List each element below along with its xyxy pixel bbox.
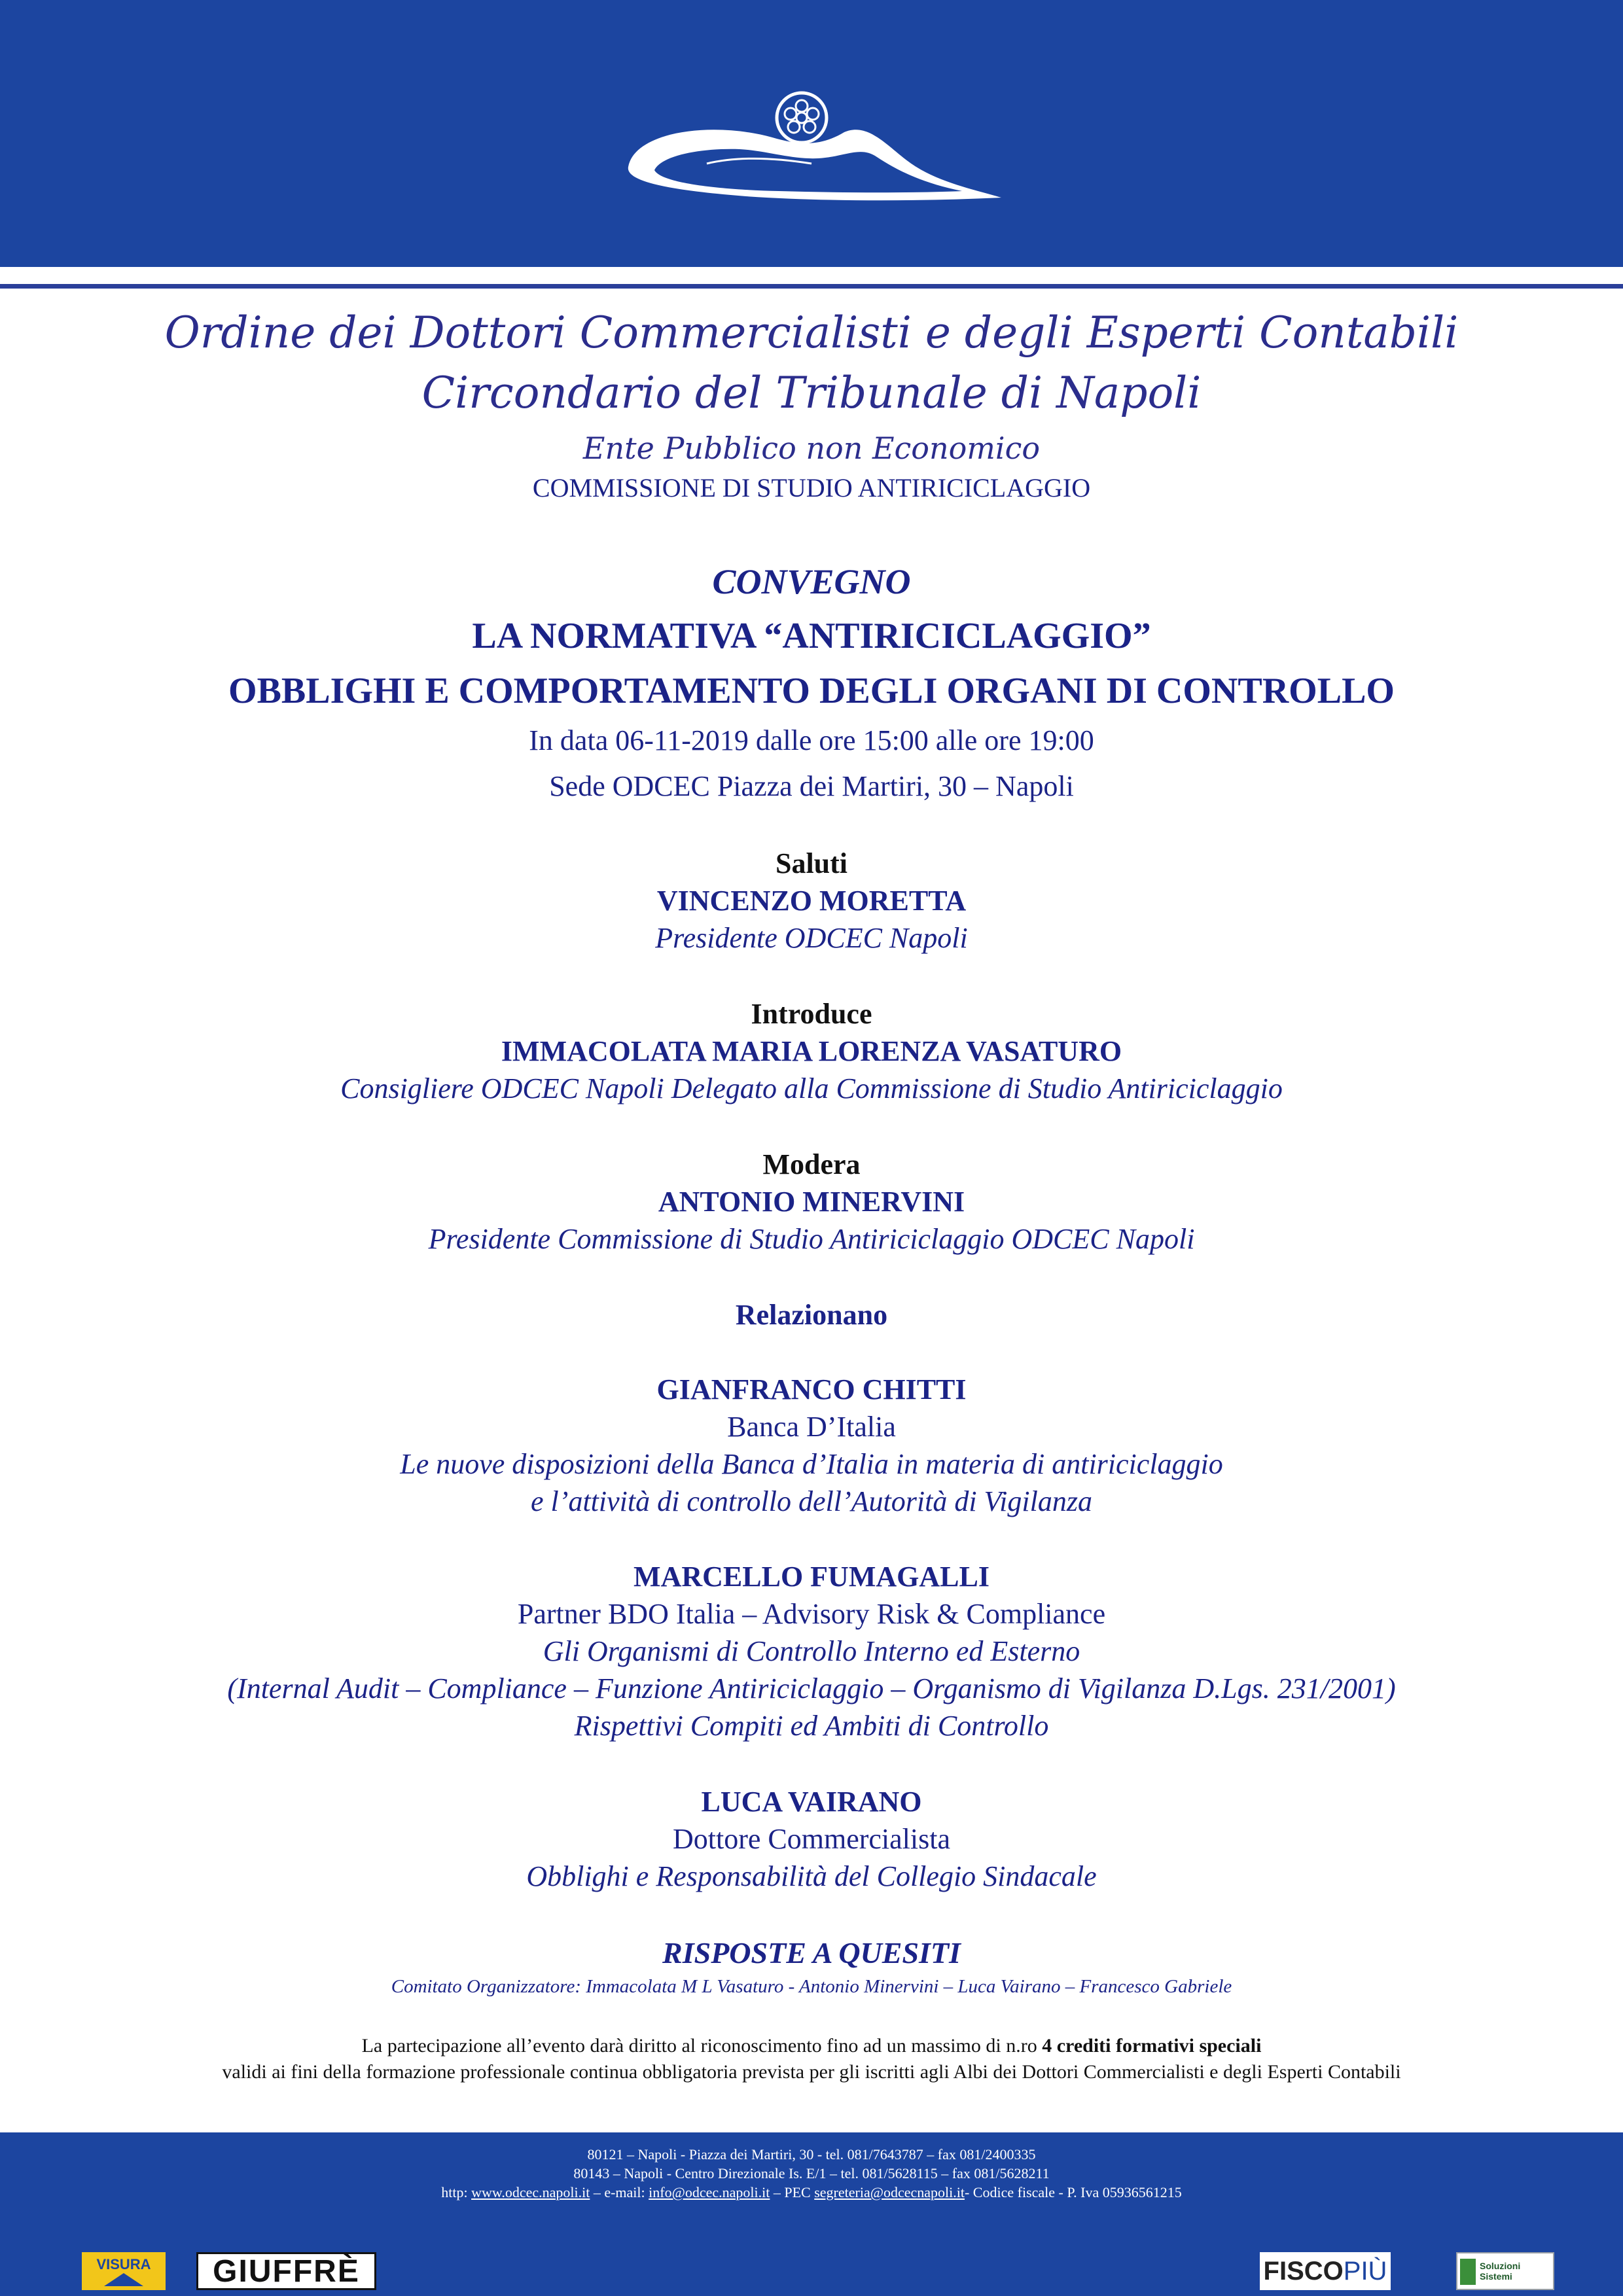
qa-heading: RISPOSTE A QUESITI <box>662 1936 961 1969</box>
commission-name: COMMISSIONE DI STUDIO ANTIRICICLAGGIO <box>532 473 1091 503</box>
moderator-heading: Modera <box>762 1148 861 1180</box>
speaker-topic-line: Gli Organismi di Controllo Interno ed Esterno <box>543 1635 1080 1667</box>
speaker-name: GIANFRANCO CHITTI <box>656 1373 967 1405</box>
event-date: In data 06-11-2019 dalle ore 15:00 alle ore 19:00 <box>529 724 1094 756</box>
header-divider-white <box>0 267 1623 284</box>
organization-district: Circondario del Tribunale di Napoli <box>421 368 1202 418</box>
website-link[interactable]: www.odcec.napoli.it <box>471 2184 590 2200</box>
speaker-topic-line: e l’attività di controllo dell’Autorità di Vigilanza <box>531 1485 1092 1517</box>
sponsor-giuffre-logo: GIUFFRÈ <box>196 2252 376 2290</box>
sponsor-solutions-logo: Soluzioni Sistemi <box>1456 2252 1554 2290</box>
solutions-mark-icon <box>1460 2259 1476 2285</box>
intro-name: IMMACOLATA MARIA LORENZA VASATURO <box>501 1035 1122 1067</box>
footer-contacts: http: www.odcec.napoli.it – e-mail: info@odcec.napoli.it – PEC segreteria@odcecnapoli.it- Codice fiscale - P. Iva 05936561215 <box>441 2184 1182 2200</box>
greetings-name: VINCENZO MORETTA <box>656 885 967 917</box>
speaker-topic-line: Obblighi e Responsabilità del Collegio Sindacale <box>526 1860 1097 1892</box>
credits-line1: La partecipazione all’evento darà diritto al riconoscimento fino ad un massimo di n.ro 4 crediti formativi speciali <box>361 2035 1262 2057</box>
speaker-topic-line: Le nuove disposizioni della Banca d’Italia in materia di antiriciclaggio <box>400 1448 1223 1480</box>
intro-role: Consigliere ODCEC Napoli Delegato alla Commissione di Studio Antiriciclaggio <box>340 1072 1283 1104</box>
event-venue: Sede ODCEC Piazza dei Martiri, 30 – Napoli <box>549 770 1074 802</box>
pec-link[interactable]: segreteria@odcecnapoli.it <box>814 2184 965 2200</box>
sponsor-fiscopiu-logo: FISCO PIÙ <box>1260 2252 1391 2290</box>
sponsor-visura-logo: VISURA <box>82 2252 166 2290</box>
speaker-affiliation: Partner BDO Italia – Advisory Risk & Compliance <box>517 1598 1106 1630</box>
organization-name: Ordine dei Dottori Commercialisti e degli Esperti Contabili <box>164 308 1459 358</box>
event-label: CONVEGNO <box>712 562 911 601</box>
credits-line2: validi ai fini della formazione professionale continua obbligatoria prevista per gli iscritti agli Albi dei Dottori Commercialisti e degli Esperti Contabili <box>222 2061 1401 2083</box>
greetings-heading: Saluti <box>775 847 848 879</box>
odcec-logo-icon <box>609 85 1014 229</box>
speaker-topic-line: Rispettivi Compiti ed Ambiti di Controllo <box>574 1710 1049 1742</box>
moderator-role: Presidente Commissione di Studio Antiriciclaggio ODCEC Napoli <box>428 1223 1195 1255</box>
header-divider-blue <box>0 284 1623 289</box>
event-title-line1: LA NORMATIVA “ANTIRICICLAGGIO” <box>472 616 1151 656</box>
moderator-name: ANTONIO MINERVINI <box>658 1186 965 1218</box>
speaker-topic-line: (Internal Audit – Compliance – Funzione Antiriciclaggio – Organismo di Vigilanza D.Lgs. 231/2001) <box>227 1672 1396 1704</box>
speaker-name: MARCELLO FUMAGALLI <box>633 1561 990 1593</box>
footer-address-2: 80143 – Napoli - Centro Direzionale Is. E/1 – tel. 081/5628115 – fax 081/5628211 <box>573 2165 1050 2181</box>
intro-heading: Introduce <box>751 998 872 1030</box>
email-link[interactable]: info@odcec.napoli.it <box>649 2184 770 2200</box>
organization-entity-type: Ente Pubblico non Economico <box>582 431 1041 466</box>
greetings-role: Presidente ODCEC Napoli <box>655 922 968 954</box>
speakers-heading: Relazionano <box>735 1299 888 1331</box>
speaker-name: LUCA VAIRANO <box>701 1786 922 1818</box>
organizing-committee: Comitato Organizzatore: Immacolata M L Vasaturo - Antonio Minervini – Luca Vairano – Francesco Gabriele <box>391 1976 1232 1997</box>
footer-address-1: 80121 – Napoli - Piazza dei Martiri, 30 - tel. 081/7643787 – fax 081/2400335 <box>587 2146 1036 2163</box>
speaker-affiliation: Dottore Commercialista <box>673 1823 950 1855</box>
event-title-line2: OBBLIGHI E COMPORTAMENTO DEGLI ORGANI DI CONTROLLO <box>228 671 1395 711</box>
speaker-affiliation: Banca D’Italia <box>727 1411 896 1443</box>
